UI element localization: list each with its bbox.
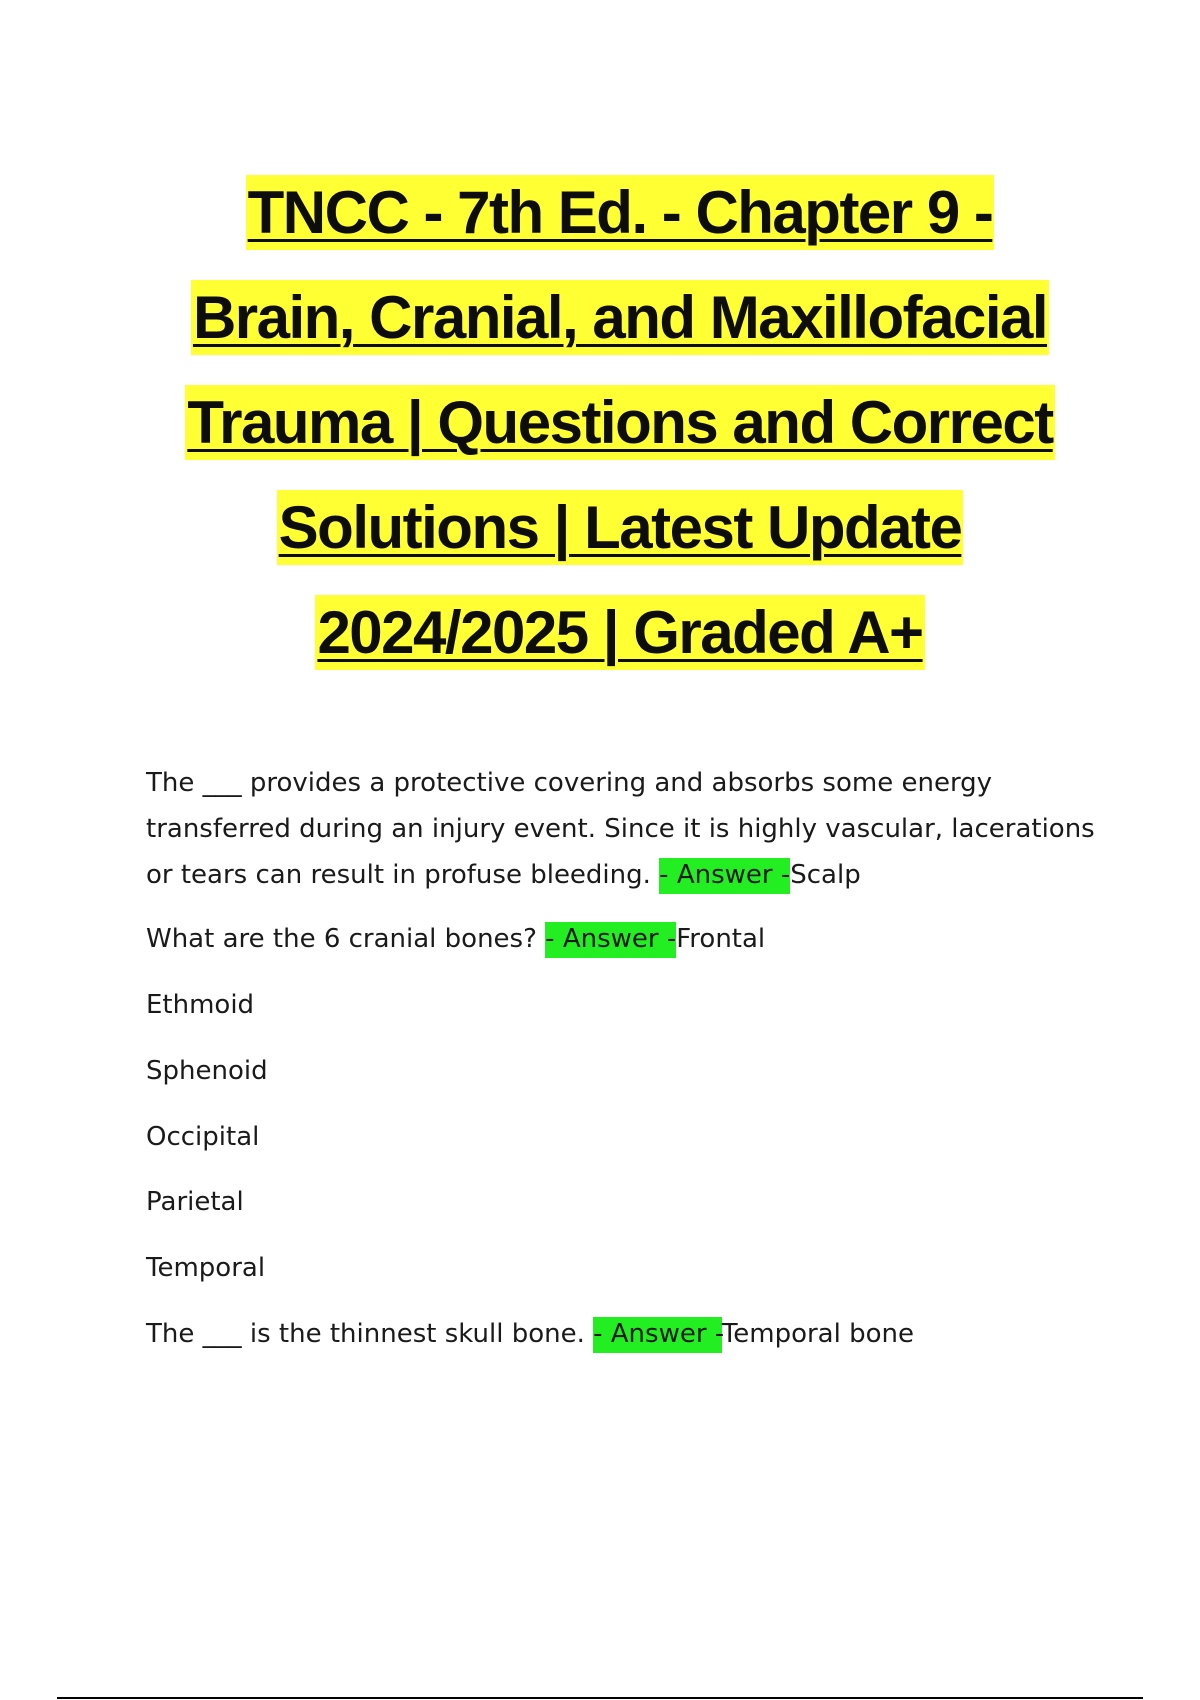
question-text: The ___ is the thinnest skull bone.	[146, 1319, 594, 1349]
answer-list-item: Occipital	[146, 1122, 260, 1152]
qa-item-scalp	[146, 760, 1096, 898]
title-line-text: TNCC - 7th Ed. - Chapter 9 -	[246, 175, 995, 250]
question-text: What are the 6 cranial bones?	[146, 924, 546, 954]
title-line	[100, 580, 1140, 685]
document-title	[100, 160, 1140, 685]
footer-divider	[57, 1697, 1143, 1699]
title-line-text: 2024/2025 | Graded A+	[315, 595, 924, 670]
title-line	[100, 265, 1140, 370]
title-line	[100, 370, 1140, 475]
title-line-text: Trauma | Questions and Correct	[185, 385, 1054, 460]
answer-list-item: Parietal	[146, 1187, 244, 1217]
question-text: The ___ provides a protective covering and absorbs some energy transferred during an injury event. Since it is highly vascular, lacerations or tears can result in profuse bleeding.	[146, 768, 1095, 890]
answer-text: Scalp	[790, 860, 861, 890]
title-line-text: Brain, Cranial, and Maxillofacial	[191, 280, 1049, 355]
qa-item-cranial-bones	[146, 916, 1096, 962]
answer-text: Temporal bone	[721, 1319, 914, 1349]
answer-list-item: Sphenoid	[146, 1056, 268, 1086]
answer-highlight: - Answer -	[593, 1317, 722, 1353]
answer-highlight: - Answer -	[659, 858, 790, 894]
title-line-text: Solutions | Latest Update	[277, 490, 964, 565]
answer-list-item: Ethmoid	[146, 990, 255, 1020]
answer-text: Frontal	[676, 924, 766, 954]
qa-item-thinnest-bone	[146, 1311, 1096, 1357]
answer-highlight: - Answer -	[545, 922, 676, 958]
title-line	[100, 475, 1140, 580]
answer-list-item: Temporal	[146, 1253, 266, 1283]
title-line	[100, 160, 1140, 265]
